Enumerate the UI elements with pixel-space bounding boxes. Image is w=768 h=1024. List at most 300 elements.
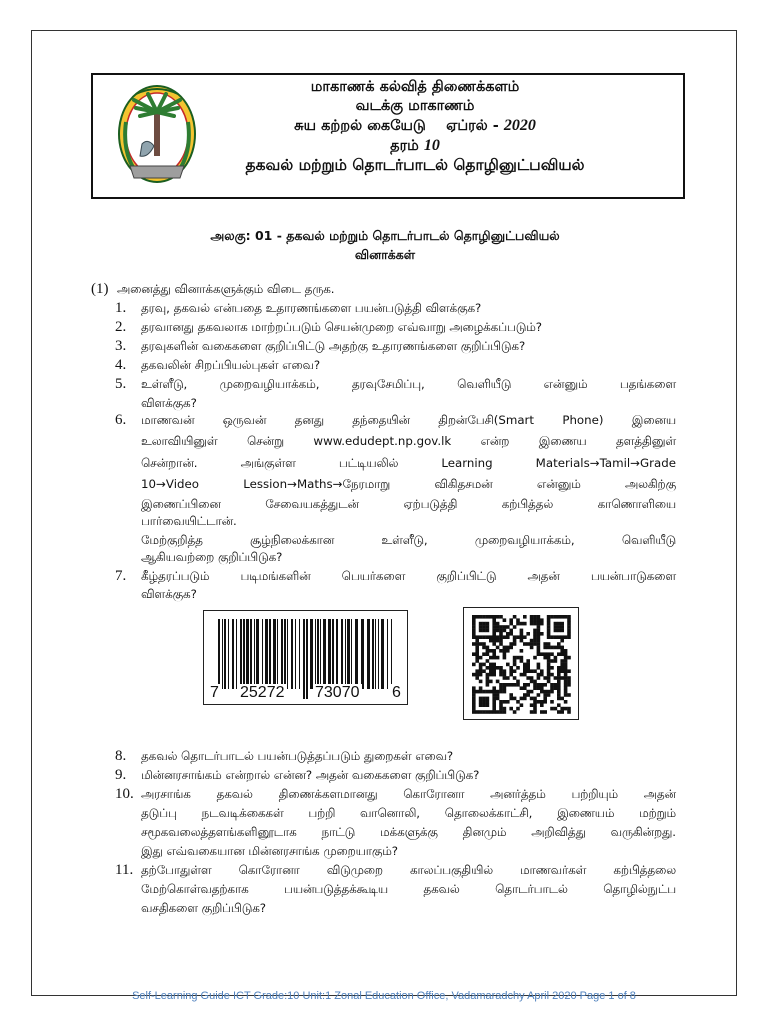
qr-module xyxy=(475,656,479,660)
qr-module xyxy=(472,625,476,629)
qr-module xyxy=(479,669,483,673)
qr-module xyxy=(547,622,551,626)
qr-module xyxy=(520,635,524,639)
qr-module xyxy=(560,635,564,639)
qr-module xyxy=(533,680,537,684)
qr-module xyxy=(496,615,500,619)
qr-module xyxy=(540,703,544,707)
qr-module xyxy=(513,656,517,660)
qr-module xyxy=(492,703,496,707)
header-province: வடக்கு மாகாணம் xyxy=(355,98,475,114)
qr-module xyxy=(564,656,568,660)
qr-module xyxy=(564,635,568,639)
header-grade-number: 10 xyxy=(423,137,440,154)
qr-module xyxy=(492,693,496,697)
qr-module xyxy=(547,669,551,673)
qr-module xyxy=(513,639,517,643)
qr-module xyxy=(557,693,561,697)
qr-module xyxy=(513,615,517,619)
qr-module xyxy=(567,710,571,714)
qr-module xyxy=(499,666,503,670)
qr-module xyxy=(499,673,503,677)
qr-module xyxy=(567,676,571,680)
qr-module xyxy=(472,622,476,626)
question-number: 6. xyxy=(115,412,127,428)
qr-module xyxy=(499,649,503,653)
question-number: 4. xyxy=(115,357,127,373)
question-number: 8. xyxy=(115,748,127,764)
qr-module xyxy=(479,710,483,714)
qr-module xyxy=(547,680,551,684)
question-11-line-1: தற்போதுள்ள கொரோனா விடுமுறை காலப்பகுதியில் மாணவர்கள் கற்பித்தலை xyxy=(141,863,676,877)
question-6-line-1: மாணவன் ஒருவன் தனது தந்தையின் திறன்பேசி(Smart Phone) இனைய xyxy=(141,413,676,427)
qr-module xyxy=(550,615,554,619)
qr-module xyxy=(509,646,513,650)
barcode-bar xyxy=(243,619,245,689)
qr-module xyxy=(489,673,493,677)
qr-module xyxy=(492,649,496,653)
barcode-digit-check: 6 xyxy=(392,684,401,701)
qr-module xyxy=(554,659,558,663)
qr-module xyxy=(509,618,513,622)
qr-module xyxy=(516,635,520,639)
qr-module xyxy=(533,703,537,707)
qr-module xyxy=(540,710,544,714)
question-number: 1. xyxy=(115,300,127,316)
qr-module xyxy=(557,652,561,656)
qr-module xyxy=(543,656,547,660)
qr-module xyxy=(503,676,507,680)
qr-module xyxy=(506,700,510,704)
qr-module xyxy=(530,639,534,643)
qr-module xyxy=(506,625,510,629)
qr-module xyxy=(486,625,490,629)
qr-module xyxy=(496,629,500,633)
question-10-line-3: சமூகவலைத்தளங்களினூடாக நாட்டு மக்களுக்கு தினமும் அறிவித்து வருகின்றது. xyxy=(141,825,676,839)
question-text: தகவலின் சிறப்பியல்புகள் எவை? xyxy=(141,358,321,372)
barcode-digit-left-group: 25272 xyxy=(240,684,285,701)
qr-module xyxy=(567,615,571,619)
qr-module xyxy=(479,703,483,707)
qr-module xyxy=(537,666,541,670)
qr-module xyxy=(503,707,507,711)
qr-module xyxy=(523,686,527,690)
qr-module xyxy=(523,615,527,619)
qr-module xyxy=(537,683,541,687)
qr-module xyxy=(513,676,517,680)
qr-module xyxy=(496,697,500,701)
qr-module xyxy=(516,618,520,622)
qr-module xyxy=(499,632,503,636)
qr-module xyxy=(567,693,571,697)
qr-module xyxy=(489,690,493,694)
qr-module xyxy=(523,683,527,687)
qr-module xyxy=(482,625,486,629)
qr-module xyxy=(520,686,524,690)
qr-code-image xyxy=(463,607,579,720)
qr-module xyxy=(475,635,479,639)
question-11-line-3: வசதிகளை குறிப்பிடுக? xyxy=(141,901,267,915)
qr-module xyxy=(537,618,541,622)
qr-module xyxy=(506,649,510,653)
barcode-bar xyxy=(372,619,374,689)
qr-module xyxy=(509,666,513,670)
qr-module xyxy=(486,646,490,650)
qr-module xyxy=(540,700,544,704)
qr-module xyxy=(523,663,527,667)
qr-module xyxy=(496,680,500,684)
qr-module xyxy=(547,690,551,694)
qr-module xyxy=(499,635,503,639)
question-11-line-2: மேற்கொள்வதற்காக பயன்படுத்தக்கூடிய தகவல் தொடர்பாடல் தொழில்நுட்ப xyxy=(141,882,676,896)
qr-module xyxy=(499,690,503,694)
qr-module xyxy=(537,673,541,677)
qr-module xyxy=(479,666,483,670)
qr-module xyxy=(479,663,483,667)
question-7-line-1: கீழ்தரப்படும் படிமங்களின் பெயர்களை குறிப்பிட்டு அதன் பயன்பாடுகளை xyxy=(141,569,676,583)
qr-module xyxy=(543,642,547,646)
qr-module xyxy=(564,659,568,663)
qr-module xyxy=(526,642,530,646)
qr-module xyxy=(526,690,530,694)
qr-module xyxy=(537,646,541,650)
qr-module xyxy=(492,700,496,704)
barcode-bar xyxy=(355,619,358,689)
qr-module xyxy=(475,615,479,619)
barcode-bar xyxy=(336,619,338,689)
qr-module xyxy=(489,615,493,619)
qr-module xyxy=(472,697,476,701)
qr-module xyxy=(537,625,541,629)
qr-module xyxy=(479,622,483,626)
qr-module xyxy=(472,690,476,694)
qr-module xyxy=(509,693,513,697)
qr-module xyxy=(550,686,554,690)
qr-module xyxy=(472,618,476,622)
qr-module xyxy=(533,642,537,646)
qr-module xyxy=(492,625,496,629)
barcode-bar xyxy=(291,619,293,689)
qr-module xyxy=(475,690,479,694)
qr-module xyxy=(503,683,507,687)
qr-module xyxy=(496,693,500,697)
qr-module xyxy=(475,659,479,663)
qr-module xyxy=(479,656,483,660)
qr-module xyxy=(523,697,527,701)
qr-module xyxy=(503,652,507,656)
barcode-bar xyxy=(250,619,252,689)
qr-module xyxy=(533,618,537,622)
qr-module xyxy=(503,690,507,694)
qr-module xyxy=(526,669,530,673)
qr-module xyxy=(560,629,564,633)
question-number: 9. xyxy=(115,767,127,783)
qr-module xyxy=(479,615,483,619)
qr-module xyxy=(550,646,554,650)
qr-module xyxy=(489,649,493,653)
qr-module xyxy=(492,666,496,670)
qr-module xyxy=(486,690,490,694)
qr-module xyxy=(479,700,483,704)
qr-module xyxy=(554,676,558,680)
qr-module xyxy=(520,697,524,701)
qr-module xyxy=(547,659,551,663)
qr-module xyxy=(560,659,564,663)
qr-module xyxy=(526,693,530,697)
qr-module xyxy=(513,697,517,701)
qr-module xyxy=(475,673,479,677)
qr-module xyxy=(547,693,551,697)
qr-module xyxy=(516,622,520,626)
qr-module xyxy=(523,669,527,673)
qr-module xyxy=(492,669,496,673)
qr-module xyxy=(530,646,534,650)
qr-module xyxy=(533,707,537,711)
qr-module xyxy=(486,615,490,619)
qr-module xyxy=(499,686,503,690)
qr-module xyxy=(560,697,564,701)
qr-module xyxy=(475,642,479,646)
qr-code-modules xyxy=(464,608,578,719)
qr-module xyxy=(516,666,520,670)
qr-module xyxy=(509,642,513,646)
header-month: ஏப்ரல் - xyxy=(446,118,499,134)
qr-module xyxy=(557,646,561,650)
qr-module xyxy=(499,669,503,673)
qr-module xyxy=(472,615,476,619)
qr-module xyxy=(489,669,493,673)
qr-module xyxy=(489,635,493,639)
qr-module xyxy=(533,656,537,660)
qr-module xyxy=(564,673,568,677)
qr-module xyxy=(513,635,517,639)
qr-module xyxy=(533,710,537,714)
qr-module xyxy=(564,690,568,694)
qr-module xyxy=(543,676,547,680)
qr-module xyxy=(503,686,507,690)
qr-module xyxy=(560,625,564,629)
qr-module xyxy=(523,666,527,670)
qr-module xyxy=(475,652,479,656)
qr-module xyxy=(567,680,571,684)
qr-module xyxy=(472,686,476,690)
qr-module xyxy=(533,700,537,704)
barcode-bar xyxy=(265,619,268,689)
qr-module xyxy=(564,669,568,673)
qr-module xyxy=(492,635,496,639)
qr-module xyxy=(523,622,527,626)
question-5-line-1: உள்ளீடு, முறைவழியாக்கம், தரவுசேமிப்பு, வெளியீடு என்னும் பதங்களை xyxy=(141,377,676,391)
qr-module xyxy=(482,703,486,707)
qr-module xyxy=(567,618,571,622)
section-instruction: அனைத்து வினாக்களுக்கும் விடை தருக. xyxy=(117,282,335,296)
qr-module xyxy=(513,625,517,629)
barcode-bar xyxy=(361,619,364,689)
qr-module xyxy=(554,656,558,660)
qr-module xyxy=(489,656,493,660)
qr-module xyxy=(496,690,500,694)
qr-module xyxy=(479,635,483,639)
qr-module xyxy=(550,700,554,704)
qr-module xyxy=(564,686,568,690)
qr-module xyxy=(537,622,541,626)
qr-module xyxy=(482,669,486,673)
qr-module xyxy=(554,646,558,650)
qr-module xyxy=(543,710,547,714)
qr-module xyxy=(492,615,496,619)
qr-module xyxy=(503,700,507,704)
qr-module xyxy=(540,669,544,673)
barcode-bar xyxy=(269,619,271,689)
qr-module xyxy=(554,686,558,690)
qr-module xyxy=(492,686,496,690)
qr-module xyxy=(554,629,558,633)
qr-module xyxy=(472,710,476,714)
section-number: (1) xyxy=(91,281,109,297)
qr-module xyxy=(499,683,503,687)
qr-module xyxy=(567,622,571,626)
qr-module xyxy=(530,690,534,694)
qr-module xyxy=(560,622,564,626)
qr-module xyxy=(499,642,503,646)
qr-module xyxy=(520,632,524,636)
qr-module xyxy=(557,686,561,690)
barcode-bar xyxy=(367,619,370,689)
qr-module xyxy=(486,666,490,670)
qr-module xyxy=(547,629,551,633)
question-number: 7. xyxy=(115,568,127,584)
barcode-digit-lead: 7 xyxy=(210,684,219,701)
qr-module xyxy=(472,707,476,711)
question-number: 5. xyxy=(115,376,127,392)
qr-module xyxy=(557,690,561,694)
question-number: 2. xyxy=(115,319,127,335)
qr-module xyxy=(550,673,554,677)
qr-module xyxy=(520,703,524,707)
qr-module xyxy=(516,680,520,684)
qr-module xyxy=(479,629,483,633)
qr-module xyxy=(550,683,554,687)
qr-module xyxy=(567,669,571,673)
qr-module xyxy=(520,673,524,677)
qr-module xyxy=(499,700,503,704)
qr-module xyxy=(496,625,500,629)
qr-module xyxy=(479,680,483,684)
qr-module xyxy=(543,690,547,694)
qr-module xyxy=(503,649,507,653)
qr-module xyxy=(472,629,476,633)
question-5-line-2: விளக்குக? xyxy=(141,396,197,410)
qr-module xyxy=(533,686,537,690)
qr-module xyxy=(492,652,496,656)
qr-module xyxy=(479,697,483,701)
qr-module xyxy=(560,649,564,653)
qr-module xyxy=(564,663,568,667)
qr-module xyxy=(526,632,530,636)
qr-module xyxy=(475,710,479,714)
qr-module xyxy=(492,618,496,622)
barcode-bar xyxy=(381,619,384,689)
qr-module xyxy=(509,697,513,701)
qr-module xyxy=(537,700,541,704)
qr-module xyxy=(557,666,561,670)
qr-module xyxy=(550,690,554,694)
qr-module xyxy=(503,629,507,633)
question-10-line-4: இது எவ்வகையான மின்னரசாங்க முறையாகும்? xyxy=(141,844,399,858)
barcode-bar xyxy=(232,619,234,689)
qr-module xyxy=(533,669,537,673)
qr-module xyxy=(475,649,479,653)
qr-module xyxy=(516,656,520,660)
qr-module xyxy=(509,632,513,636)
question-6-line-3: சென்றான். அங்குள்ள பட்டியலில் Learning Materials→Tamil→Grade xyxy=(141,456,676,470)
qr-module xyxy=(496,656,500,660)
qr-module xyxy=(540,683,544,687)
qr-module xyxy=(472,663,476,667)
qr-module xyxy=(492,622,496,626)
qr-module xyxy=(513,642,517,646)
qr-module xyxy=(479,642,483,646)
qr-module xyxy=(475,669,479,673)
qr-module xyxy=(530,703,534,707)
qr-module xyxy=(486,697,490,701)
question-6-line-2: உலாவியினுள் சென்று www.edudept.np.gov.lk என்ற இணைய தளத்தினுள் xyxy=(141,434,676,448)
qr-module xyxy=(482,652,486,656)
qr-module xyxy=(499,707,503,711)
barcode-bar xyxy=(277,619,278,689)
qr-module xyxy=(472,703,476,707)
qr-module xyxy=(547,615,551,619)
qr-module xyxy=(554,622,558,626)
question-text: தரவானது தகவலாக மாற்றப்படும் செயன்முறை எவ்வாறு அழைக்கப்படும்? xyxy=(141,320,543,334)
qr-module xyxy=(492,642,496,646)
qr-module xyxy=(540,686,544,690)
qr-module xyxy=(509,707,513,711)
barcode-bar xyxy=(332,619,334,689)
qr-module xyxy=(537,649,541,653)
qr-module xyxy=(567,707,571,711)
qr-module xyxy=(475,676,479,680)
qr-module xyxy=(557,673,561,677)
qr-module xyxy=(543,693,547,697)
qr-module xyxy=(550,635,554,639)
question-10-line-2: தடுப்பு நடவடிக்கைகள் பற்றி வானொலி, தொலைக்காட்சி, இணையம் மற்றும் xyxy=(141,806,676,820)
qr-module xyxy=(540,690,544,694)
qr-module xyxy=(554,683,558,687)
barcode-bar xyxy=(317,619,319,689)
barcode-bar xyxy=(284,619,286,689)
qr-module xyxy=(513,683,517,687)
qr-module xyxy=(560,707,564,711)
qr-module xyxy=(530,680,534,684)
qr-module xyxy=(486,629,490,633)
qr-module xyxy=(543,683,547,687)
department-emblem-logo xyxy=(114,82,200,190)
qr-module xyxy=(506,676,510,680)
qr-module xyxy=(496,622,500,626)
qr-module xyxy=(486,635,490,639)
qr-module xyxy=(523,693,527,697)
qr-module xyxy=(499,710,503,714)
qr-module xyxy=(564,666,568,670)
barcode-bar xyxy=(310,619,313,689)
qr-module xyxy=(547,646,551,650)
qr-module xyxy=(492,639,496,643)
qr-module xyxy=(486,703,490,707)
qr-module xyxy=(554,707,558,711)
qr-module xyxy=(479,686,483,690)
qr-module xyxy=(479,625,483,629)
